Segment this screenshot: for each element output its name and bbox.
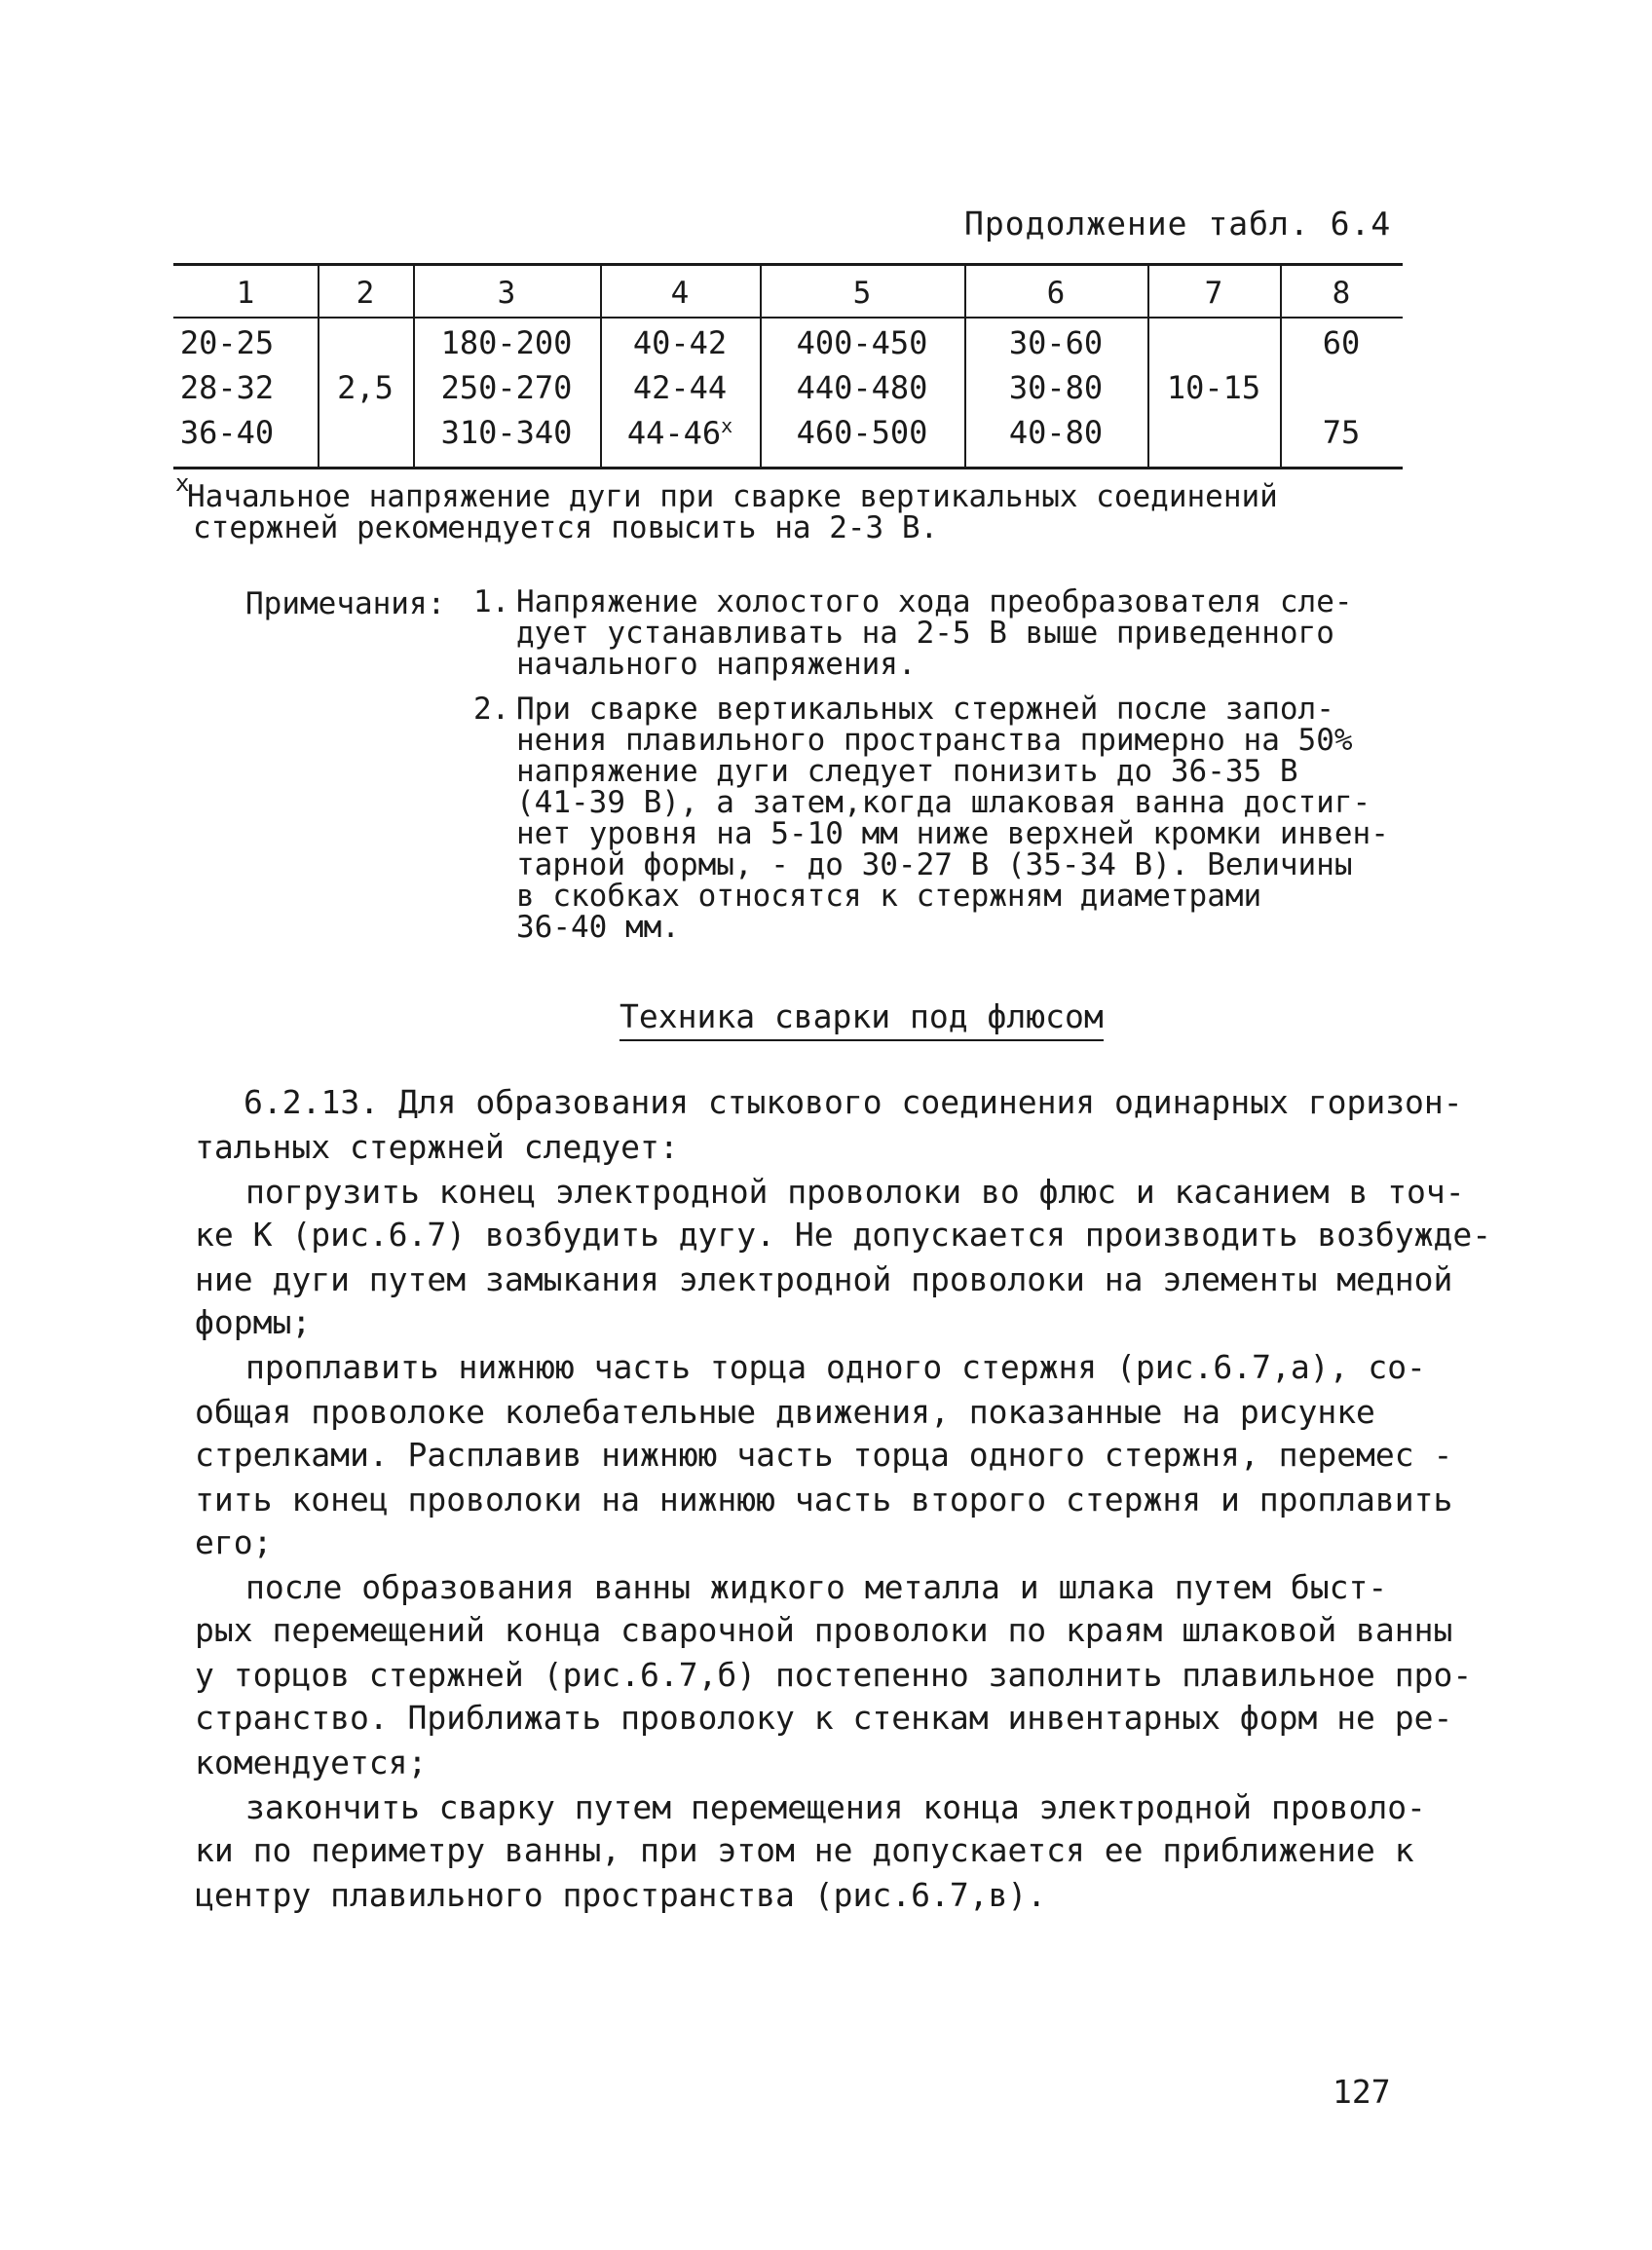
note-line: (41-39 В), а затем,когда шлаковая ванна достиг- (516, 785, 1371, 820)
note-line: напряжение дуги следует понизить до 36-35 В (516, 754, 1298, 789)
data-table (173, 263, 1403, 469)
note-number: 2. (473, 692, 510, 727)
table-cell (600, 414, 760, 452)
table-cell: 30-80 (1008, 369, 1104, 406)
note-line: дует устанавливать на 2-5 В выше приведенного (516, 616, 1334, 651)
table-cell: 75 (1322, 414, 1361, 451)
table-cell: 40-80 (1008, 414, 1104, 451)
table-cell: 28-32 (179, 369, 275, 406)
paragraph-line: ние дуги путем замыкания электродной проволоки на элементы медной (195, 1260, 1453, 1298)
table-cell: 250-270 (440, 369, 573, 406)
paragraph-line: 6.2.13. Для образования стыкового соединения одинарных горизон- (244, 1083, 1463, 1121)
table-cell: 400-450 (796, 324, 928, 361)
paragraph-line: ки по периметру ванны, при этом не допускается ее приближение к (195, 1831, 1414, 1869)
table-cell: 310-340 (440, 414, 573, 451)
table-cell: 30-60 (1008, 324, 1104, 361)
page-number: 127 (1333, 2073, 1391, 2111)
table-cell: 440-480 (796, 369, 928, 406)
section-heading: Техника сварки под флюсом (620, 997, 1104, 1041)
paragraph-line: тальных стержней следует: (195, 1128, 679, 1166)
note-line: 36-40 мм. (516, 910, 680, 945)
table-header-cell: 5 (852, 276, 872, 311)
table-cell: 42-44 (632, 369, 728, 406)
table-cell-value: 44-46 (626, 414, 722, 452)
table-cell: 60 (1322, 324, 1361, 361)
table-cell: 20-25 (179, 324, 275, 361)
table-cell: 36-40 (179, 414, 275, 451)
table-header-cell: 2 (356, 276, 375, 311)
table-cell: 10-15 (1166, 369, 1261, 406)
note-line: тарной формы, - до 30-27 В (35-34 В). Величины (516, 847, 1353, 882)
note-item (473, 692, 1389, 945)
paragraph-line: рых перемещений конца сварочной проволоки по краям шлаковой ванны (195, 1611, 1453, 1649)
paragraph-line: погрузить конец электродной проволоки во флюс и касанием в точ- (245, 1173, 1465, 1211)
note-line: начального напряжения. (516, 647, 917, 682)
paragraph-line: тить конец проволоки на нижнюю часть второго стержня и проплавить (195, 1481, 1453, 1519)
note-line: в скобках относятся к стержням диаметрами (516, 879, 1262, 914)
table-header-cell: 7 (1204, 276, 1223, 311)
table-header-cell: 6 (1046, 276, 1066, 311)
table-header-cell: 8 (1332, 276, 1351, 311)
paragraph-line: проплавить нижнюю часть торца одного стержня (рис.6.7,а), со- (245, 1348, 1426, 1386)
table-header-cell: 1 (236, 276, 255, 311)
paragraph-line: странство. Приближать проволоку к стенкам инвентарных форм не ре- (195, 1699, 1453, 1737)
paragraph-line: общая проволоке колебательные движения, показанные на рисунке (195, 1393, 1375, 1431)
footnote-asterisk: x (721, 414, 733, 437)
paragraph-line: его; (195, 1523, 273, 1561)
paragraph-line: центру плавильного пространства (рис.6.7,в). (195, 1876, 1047, 1914)
table-header-cell: 4 (670, 276, 690, 311)
table-cell: 460-500 (796, 414, 928, 451)
paragraph-line: комендуется; (195, 1744, 428, 1781)
paragraph-line: у торцов стержней (рис.6.7,б) постепенно заполнить плавильное про- (195, 1656, 1473, 1694)
paragraph-line: формы; (195, 1303, 312, 1341)
note-line: нения плавильного пространства примерно на 50% (516, 723, 1353, 758)
paragraph-line: закончить сварку путем перемещения конца электродной проволо- (245, 1788, 1426, 1826)
note-item (473, 584, 1353, 682)
notes-label: Примечания: (245, 586, 446, 621)
footnote-line: Начальное напряжение дуги при сварке вертикальных соединений (187, 479, 1278, 514)
note-line: При сварке вертикальных стержней после запол- (516, 692, 1334, 727)
footnote-mark: x (175, 469, 190, 497)
table-caption: Продолжение табл. 6.4 (964, 205, 1392, 243)
table-cell: 180-200 (440, 324, 573, 361)
paragraph-line: после образования ванны жидкого металла и шлака путем быст- (245, 1568, 1388, 1606)
table-header-divider (173, 317, 1403, 319)
table-header-cell: 3 (497, 276, 516, 311)
table-cell: 2,5 (337, 369, 394, 406)
table-cell: 40-42 (632, 324, 728, 361)
note-line: нет уровня на 5-10 мм ниже верхней кромки инвен- (516, 816, 1389, 851)
footnote-line: стержней рекомендуется повысить на 2-3 В. (193, 510, 939, 545)
paragraph-line: ке К (рис.6.7) возбудить дугу. Не допускается производить возбужде- (195, 1216, 1492, 1254)
note-line: Напряжение холостого хода преобразователя сле- (516, 584, 1353, 619)
note-number: 1. (473, 584, 510, 619)
paragraph-line: стрелками. Расплавив нижнюю часть торца одного стержня, перемес - (195, 1436, 1453, 1474)
